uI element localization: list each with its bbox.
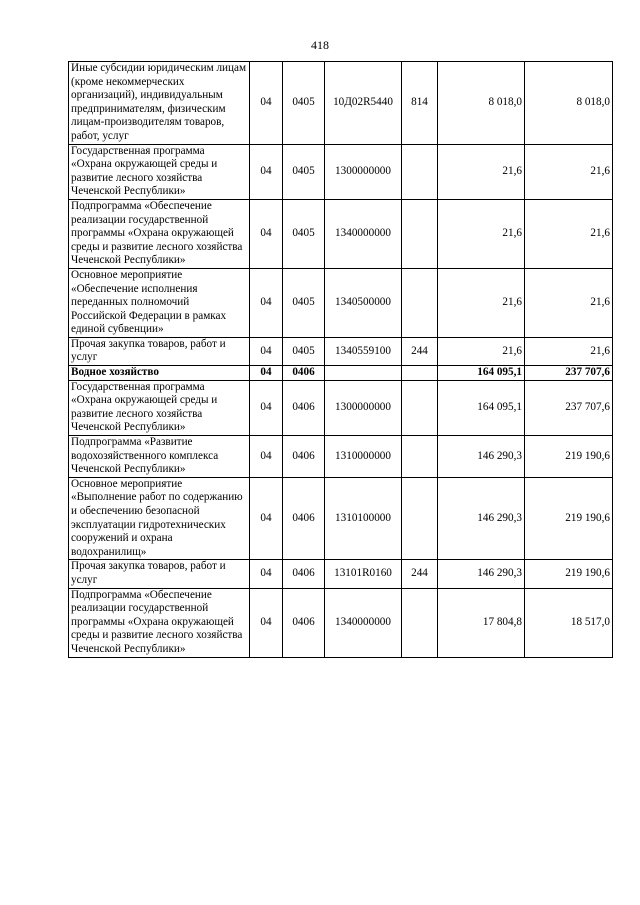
row-value-2: 21,6 — [525, 268, 613, 337]
table-row — [69, 436, 613, 478]
row-subsection: 0405 — [283, 62, 325, 145]
table-row — [69, 62, 613, 145]
row-expense-type — [402, 144, 438, 199]
row-section: 04 — [250, 380, 283, 435]
table-row — [69, 560, 613, 588]
row-section: 04 — [250, 337, 283, 365]
row-article: 1340500000 — [325, 268, 402, 337]
row-subsection: 0406 — [283, 366, 325, 381]
row-expense-type — [402, 268, 438, 337]
row-subsection: 0406 — [283, 588, 325, 657]
row-value-2: 21,6 — [525, 337, 613, 365]
row-value-1: 21,6 — [438, 268, 525, 337]
row-value-1: 17 804,8 — [438, 588, 525, 657]
row-name: Подпрограмма «Развитие водохозяйственного комплекса Чеченской Республики» — [69, 436, 250, 478]
row-name: Подпрограмма «Обеспечение реализации государственной программы «Охрана окружающей среды и развитие лесного хозяйства Чеченской Республики» — [69, 588, 250, 657]
row-value-1: 21,6 — [438, 144, 525, 199]
row-name: Основное мероприятие «Обеспечение исполнения переданных полномочий Российской Федерации в рамках единой субвенции» — [69, 268, 250, 337]
row-value-2: 18 517,0 — [525, 588, 613, 657]
row-article: 13101R0160 — [325, 560, 402, 588]
table-body — [69, 62, 613, 658]
row-expense-type — [402, 477, 438, 560]
row-name: Подпрограмма «Обеспечение реализации государственной программы «Охрана окружающей среды и развитие лесного хозяйства Чеченской Республики» — [69, 199, 250, 268]
table-row — [69, 380, 613, 435]
row-value-1: 146 290,3 — [438, 560, 525, 588]
row-value-1: 21,6 — [438, 337, 525, 365]
row-expense-type: 244 — [402, 560, 438, 588]
row-section: 04 — [250, 268, 283, 337]
row-article — [325, 366, 402, 381]
row-subsection: 0405 — [283, 337, 325, 365]
row-value-1: 8 018,0 — [438, 62, 525, 145]
table-row — [69, 337, 613, 365]
row-name: Прочая закупка товаров, работ и услуг — [69, 560, 250, 588]
row-name: Основное мероприятие «Выполнение работ по содержанию и обеспечению безопасной эксплуатации гидротехнических сооружений и охрана водохранилищ» — [69, 477, 250, 560]
row-section: 04 — [250, 477, 283, 560]
table-row — [69, 477, 613, 560]
row-value-1: 146 290,3 — [438, 436, 525, 478]
row-article: 1310000000 — [325, 436, 402, 478]
row-name: Иные субсидии юридическим лицам (кроме некоммерческих организаций), индивидуальным предпринимателям, физическим лицам-производителям товаров, работ, услуг — [69, 62, 250, 145]
table-row — [69, 366, 613, 381]
row-value-1: 164 095,1 — [438, 380, 525, 435]
page-number: 418 — [311, 38, 329, 52]
row-section: 04 — [250, 560, 283, 588]
row-section: 04 — [250, 144, 283, 199]
row-value-2: 21,6 — [525, 144, 613, 199]
row-expense-type — [402, 436, 438, 478]
row-value-1: 164 095,1 — [438, 366, 525, 381]
row-article: 1300000000 — [325, 380, 402, 435]
row-article: 1340000000 — [325, 588, 402, 657]
row-value-1: 21,6 — [438, 199, 525, 268]
row-section: 04 — [250, 62, 283, 145]
row-value-2: 237 707,6 — [525, 366, 613, 381]
row-value-2: 219 190,6 — [525, 477, 613, 560]
row-name: Государственная программа «Охрана окружающей среды и развитие лесного хозяйства Чеченской Республики» — [69, 380, 250, 435]
row-name: Государственная программа «Охрана окружающей среды и развитие лесного хозяйства Чеченской Республики» — [69, 144, 250, 199]
budget-table — [68, 61, 613, 658]
row-value-2: 237 707,6 — [525, 380, 613, 435]
row-section: 04 — [250, 436, 283, 478]
row-expense-type: 244 — [402, 337, 438, 365]
row-name: Прочая закупка товаров, работ и услуг — [69, 337, 250, 365]
row-expense-type — [402, 199, 438, 268]
row-value-1: 146 290,3 — [438, 477, 525, 560]
row-value-2: 219 190,6 — [525, 436, 613, 478]
row-article: 1300000000 — [325, 144, 402, 199]
row-subsection: 0406 — [283, 380, 325, 435]
row-section: 04 — [250, 199, 283, 268]
table-row — [69, 199, 613, 268]
row-value-2: 21,6 — [525, 199, 613, 268]
row-expense-type — [402, 588, 438, 657]
row-expense-type: 814 — [402, 62, 438, 145]
row-article: 1340000000 — [325, 199, 402, 268]
row-subsection: 0405 — [283, 199, 325, 268]
table-row — [69, 588, 613, 657]
row-section: 04 — [250, 588, 283, 657]
row-expense-type — [402, 366, 438, 381]
row-article: 1310100000 — [325, 477, 402, 560]
row-subsection: 0406 — [283, 560, 325, 588]
row-value-2: 8 018,0 — [525, 62, 613, 145]
table-row — [69, 268, 613, 337]
row-name: Водное хозяйство — [69, 366, 250, 381]
row-value-2: 219 190,6 — [525, 560, 613, 588]
table-row — [69, 144, 613, 199]
row-section: 04 — [250, 366, 283, 381]
row-subsection: 0406 — [283, 477, 325, 560]
row-subsection: 0405 — [283, 268, 325, 337]
row-subsection: 0406 — [283, 436, 325, 478]
row-subsection: 0405 — [283, 144, 325, 199]
row-article: 1340559100 — [325, 337, 402, 365]
row-expense-type — [402, 380, 438, 435]
row-article: 10Д02R5440 — [325, 62, 402, 145]
